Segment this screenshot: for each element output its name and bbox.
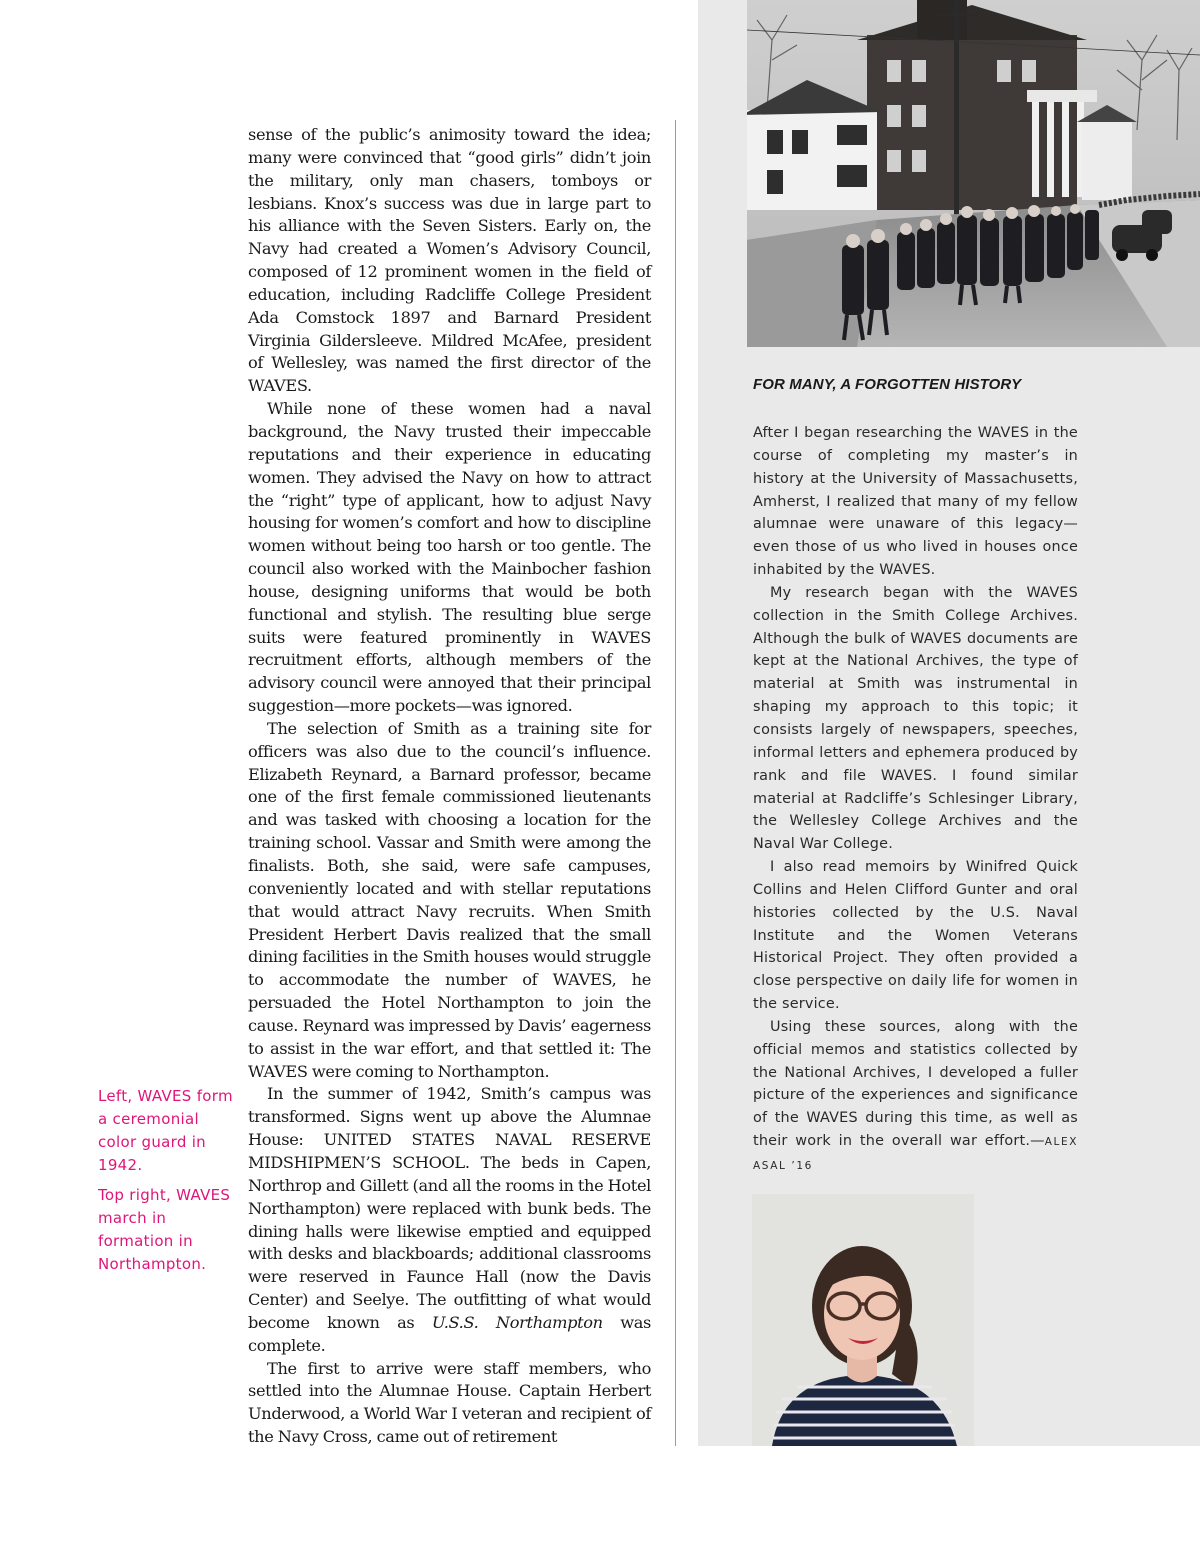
sidebar-text: Using these sources, along with the official memos and statistics collected by the National Archives, I developed a fuller picture of the experiences and significance of the WAVES during this time, as well as their work in the overall war effort.— <box>753 1018 1078 1150</box>
article-paragraph: While none of these women had a naval background, the Navy trusted their impeccable reputations and their experience in educating women. They advised the Navy on how to attract the “right” type of applicant, how to adjust Navy housing for women’s comfort and how to discipline women without being too harsh or too gentle. The council also worked with the Mainbocher fashion house, designing uniforms that would be both functional and stylish. The resulting blue serge suits were featured prominently in WAVES recruitment efforts, although members of the advisory council were annoyed that their principal suggestion—more pockets—was ignored. <box>248 399 651 716</box>
photo-author-portrait <box>752 1194 974 1446</box>
sidebar-essay <box>753 422 1078 1178</box>
photo-captions <box>98 1085 233 1283</box>
sidebar-paragraph: After I began researching the WAVES in the course of completing my master’s in history at the University of Massachusetts, Amherst, I realized that many of my fellow alumnae were unaware of this legacy—even those of us who lived in houses once inhabited by the WAVES. <box>753 425 1078 579</box>
ship-name: U.S.S. Northampton <box>431 1312 603 1332</box>
caption-left: Left, WAVES form a ceremonial color guard in 1942. <box>98 1087 233 1174</box>
article-paragraph <box>248 1083 651 1357</box>
article-paragraph: The selection of Smith as a training site for officers was also due to the council’s influence. Elizabeth Reynard, a Barnard professor, became one of the first female commissioned lieutenants and was tasked with choosing a location for the training school. Vassar and Smith were among the finalists. Both, she said, were safe campuses, conveniently located and with stellar reputations that would attract Navy recruits. When Smith President Herbert Davis realized that the small dining facilities in the Smith houses would struggle to accommodate the number of WAVES, he persuaded the Hotel Northampton to join the cause. Reynard was impressed by Davis’ eagerness to assist in the war effort, and that settled it: The WAVES were coming to Northampton. <box>248 718 651 1081</box>
author-byline: ALEX ASAL ’16 <box>753 1136 1078 1172</box>
article-column <box>248 124 651 1449</box>
sidebar-paragraph <box>753 1016 1078 1178</box>
photo-waves-march <box>747 0 1200 347</box>
sidebar-paragraph: My research began with the WAVES collection in the Smith College Archives. Although the bulk of WAVES documents are kept at the National Archives, the type of material at Smith was instrumental in shaping my approach to this topic; it consists largely of newspapers, speeches, informal letters and ephemera produced by rank and file WAVES. I found similar material at Radcliffe’s Schlesinger Library, the Wellesley College Archives and the Naval War College. <box>753 584 1078 853</box>
article-text: was complete. <box>248 1312 651 1355</box>
column-divider <box>675 120 676 1446</box>
caption-top-right: Top right, WAVES march in formation in Northampton. <box>98 1186 231 1273</box>
author-portrait-photo <box>752 1194 974 1446</box>
waves-march-photo <box>747 0 1200 347</box>
sidebar-paragraph: I also read memoirs by Winifred Quick Collins and Helen Clifford Gunter and oral histories collected by the U.S. Naval Institute and the Women Veterans Historical Project. They often provided a close perspective on daily life for women in the service. <box>753 859 1078 1013</box>
article-paragraph: The first to arrive were staff members, who settled into the Alumnae House. Captain Herbert Underwood, a World War I veteran and recipient of the Navy Cross, came out of retirement <box>248 1358 651 1447</box>
sidebar-heading: FOR MANY, A FORGOTTEN HISTORY <box>753 376 1022 393</box>
article-paragraph: sense of the public’s animosity toward the idea; many were convinced that “good girls” didn’t join the military, only man chasers, tomboys or lesbians. Knox’s success was due in large part to his alliance with the Seven Sisters. Early on, the Navy had created a Women’s Advisory Council, composed of 12 prominent women in the field of education, including Radcliffe College President Ada Comstock 1897 and Barnard President Virginia Gildersleeve. Mildred McAfee, president of Wellesley, was named the first director of the WAVES. <box>248 125 651 396</box>
article-text: In the summer of 1942, Smith’s campus was transformed. Signs went up above the Alumnae House: UNITED STATES NAVAL RESERVE MIDSHIPMEN’S SCHOOL. The beds in Capen, Northrop and Gillett (and all the rooms in the Hotel Northampton) were replaced with bunk beds. The dining halls were likewise emptied and equipped with desks and blackboards; additional classrooms were reserved in Faunce Hall (now the Davis Center) and Seelye. The outfitting of what would become known as <box>248 1084 651 1332</box>
